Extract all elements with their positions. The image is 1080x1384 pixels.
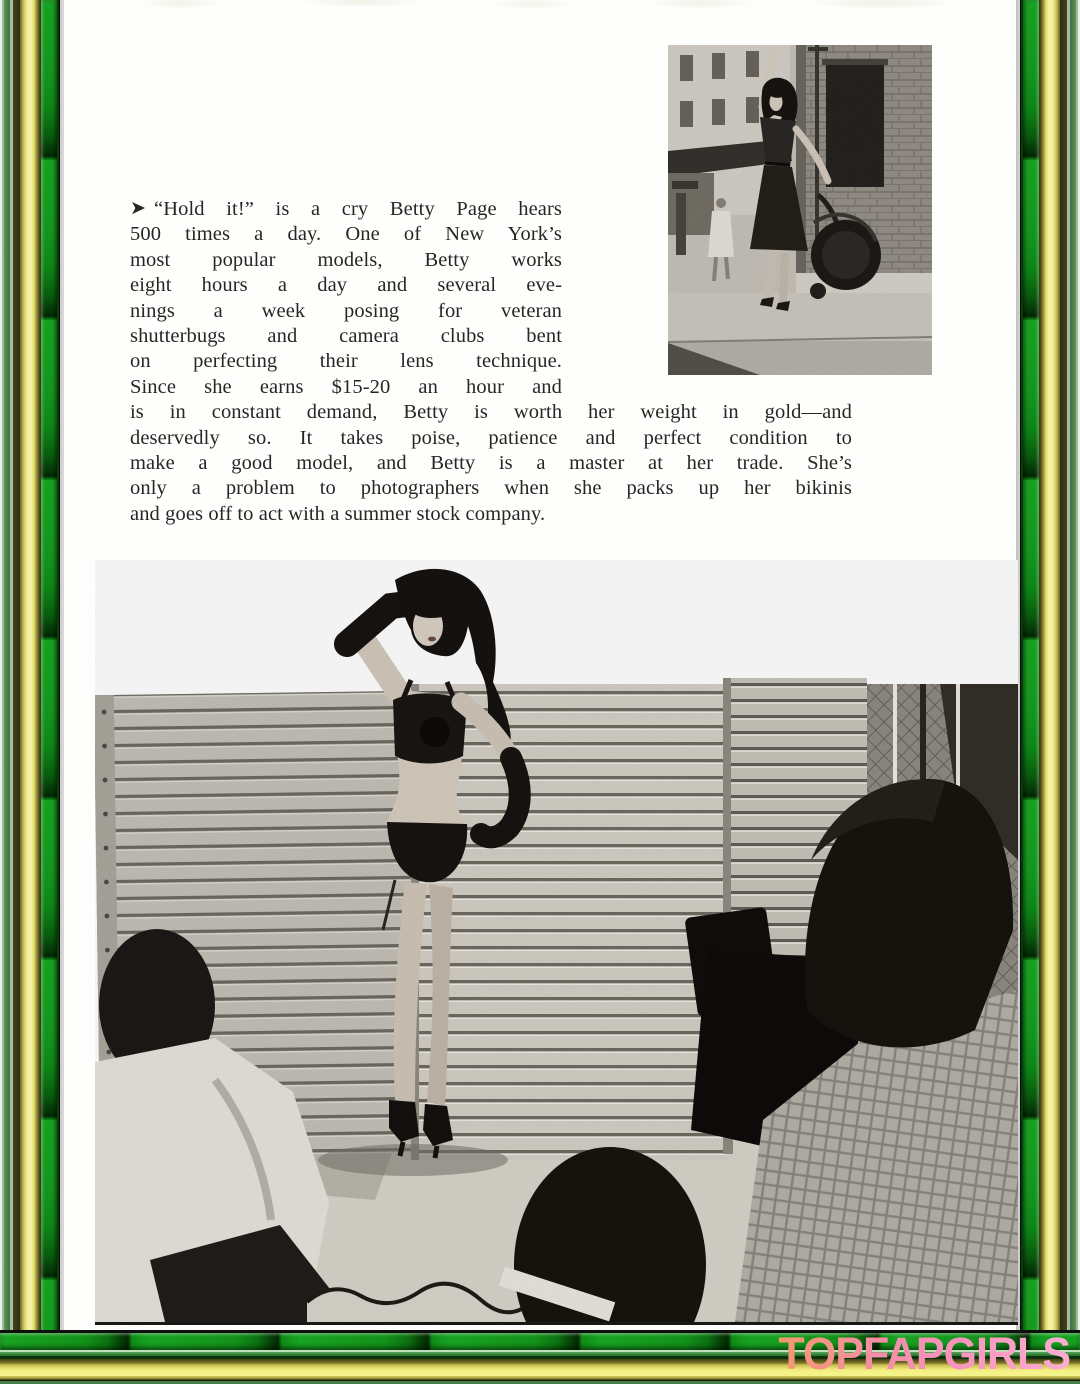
article-line: nings a week posing for veteran	[130, 299, 562, 322]
studio-photo-illustration	[95, 560, 1018, 1322]
frame-bamboo-segments-left	[41, 0, 57, 1384]
arrow-glyph: ➤	[130, 198, 147, 219]
article-line: most popular models, Betty works	[130, 248, 562, 271]
article-line: and goes off to act with a summer stock company.	[130, 502, 546, 525]
article-line-text: “Hold it!” is a cry Betty Page hears	[154, 198, 562, 220]
article-line: deservedly so. It takes poise, patience and perfect condition to	[130, 426, 852, 449]
street-photo-illustration	[668, 45, 932, 375]
article-line: Since she earns $15-20 an hour and	[130, 375, 562, 398]
site-watermark[interactable]: TOPFAPGIRLS	[778, 1328, 1070, 1380]
street-scene	[668, 45, 932, 375]
frame-bamboo-segments-right	[1023, 0, 1039, 1384]
article-line: only a problem to photographers when she packs up her bikinis	[130, 477, 852, 500]
article-line: make a good model, and Betty is a master at her trade. She’s	[130, 452, 852, 475]
street-photo	[668, 45, 932, 375]
article-line: 500 times a day. One of New York’s	[130, 223, 562, 246]
page-background	[62, 0, 1018, 1330]
frame-border-right	[1018, 0, 1080, 1384]
article-line: eight hours a day and several eve-	[130, 274, 562, 297]
article-line	[130, 197, 562, 222]
frame-border-left	[0, 0, 62, 1384]
article-line: shutterbugs and camera clubs bent	[130, 325, 562, 348]
studio-photo	[95, 560, 1018, 1325]
article-line: is in constant demand, Betty is worth her weight in gold—and	[130, 401, 852, 424]
article-line: on perfecting their lens technique.	[130, 350, 562, 373]
studio-scene	[95, 560, 1018, 1322]
cropped-top-edge-remnant	[62, 0, 1018, 13]
